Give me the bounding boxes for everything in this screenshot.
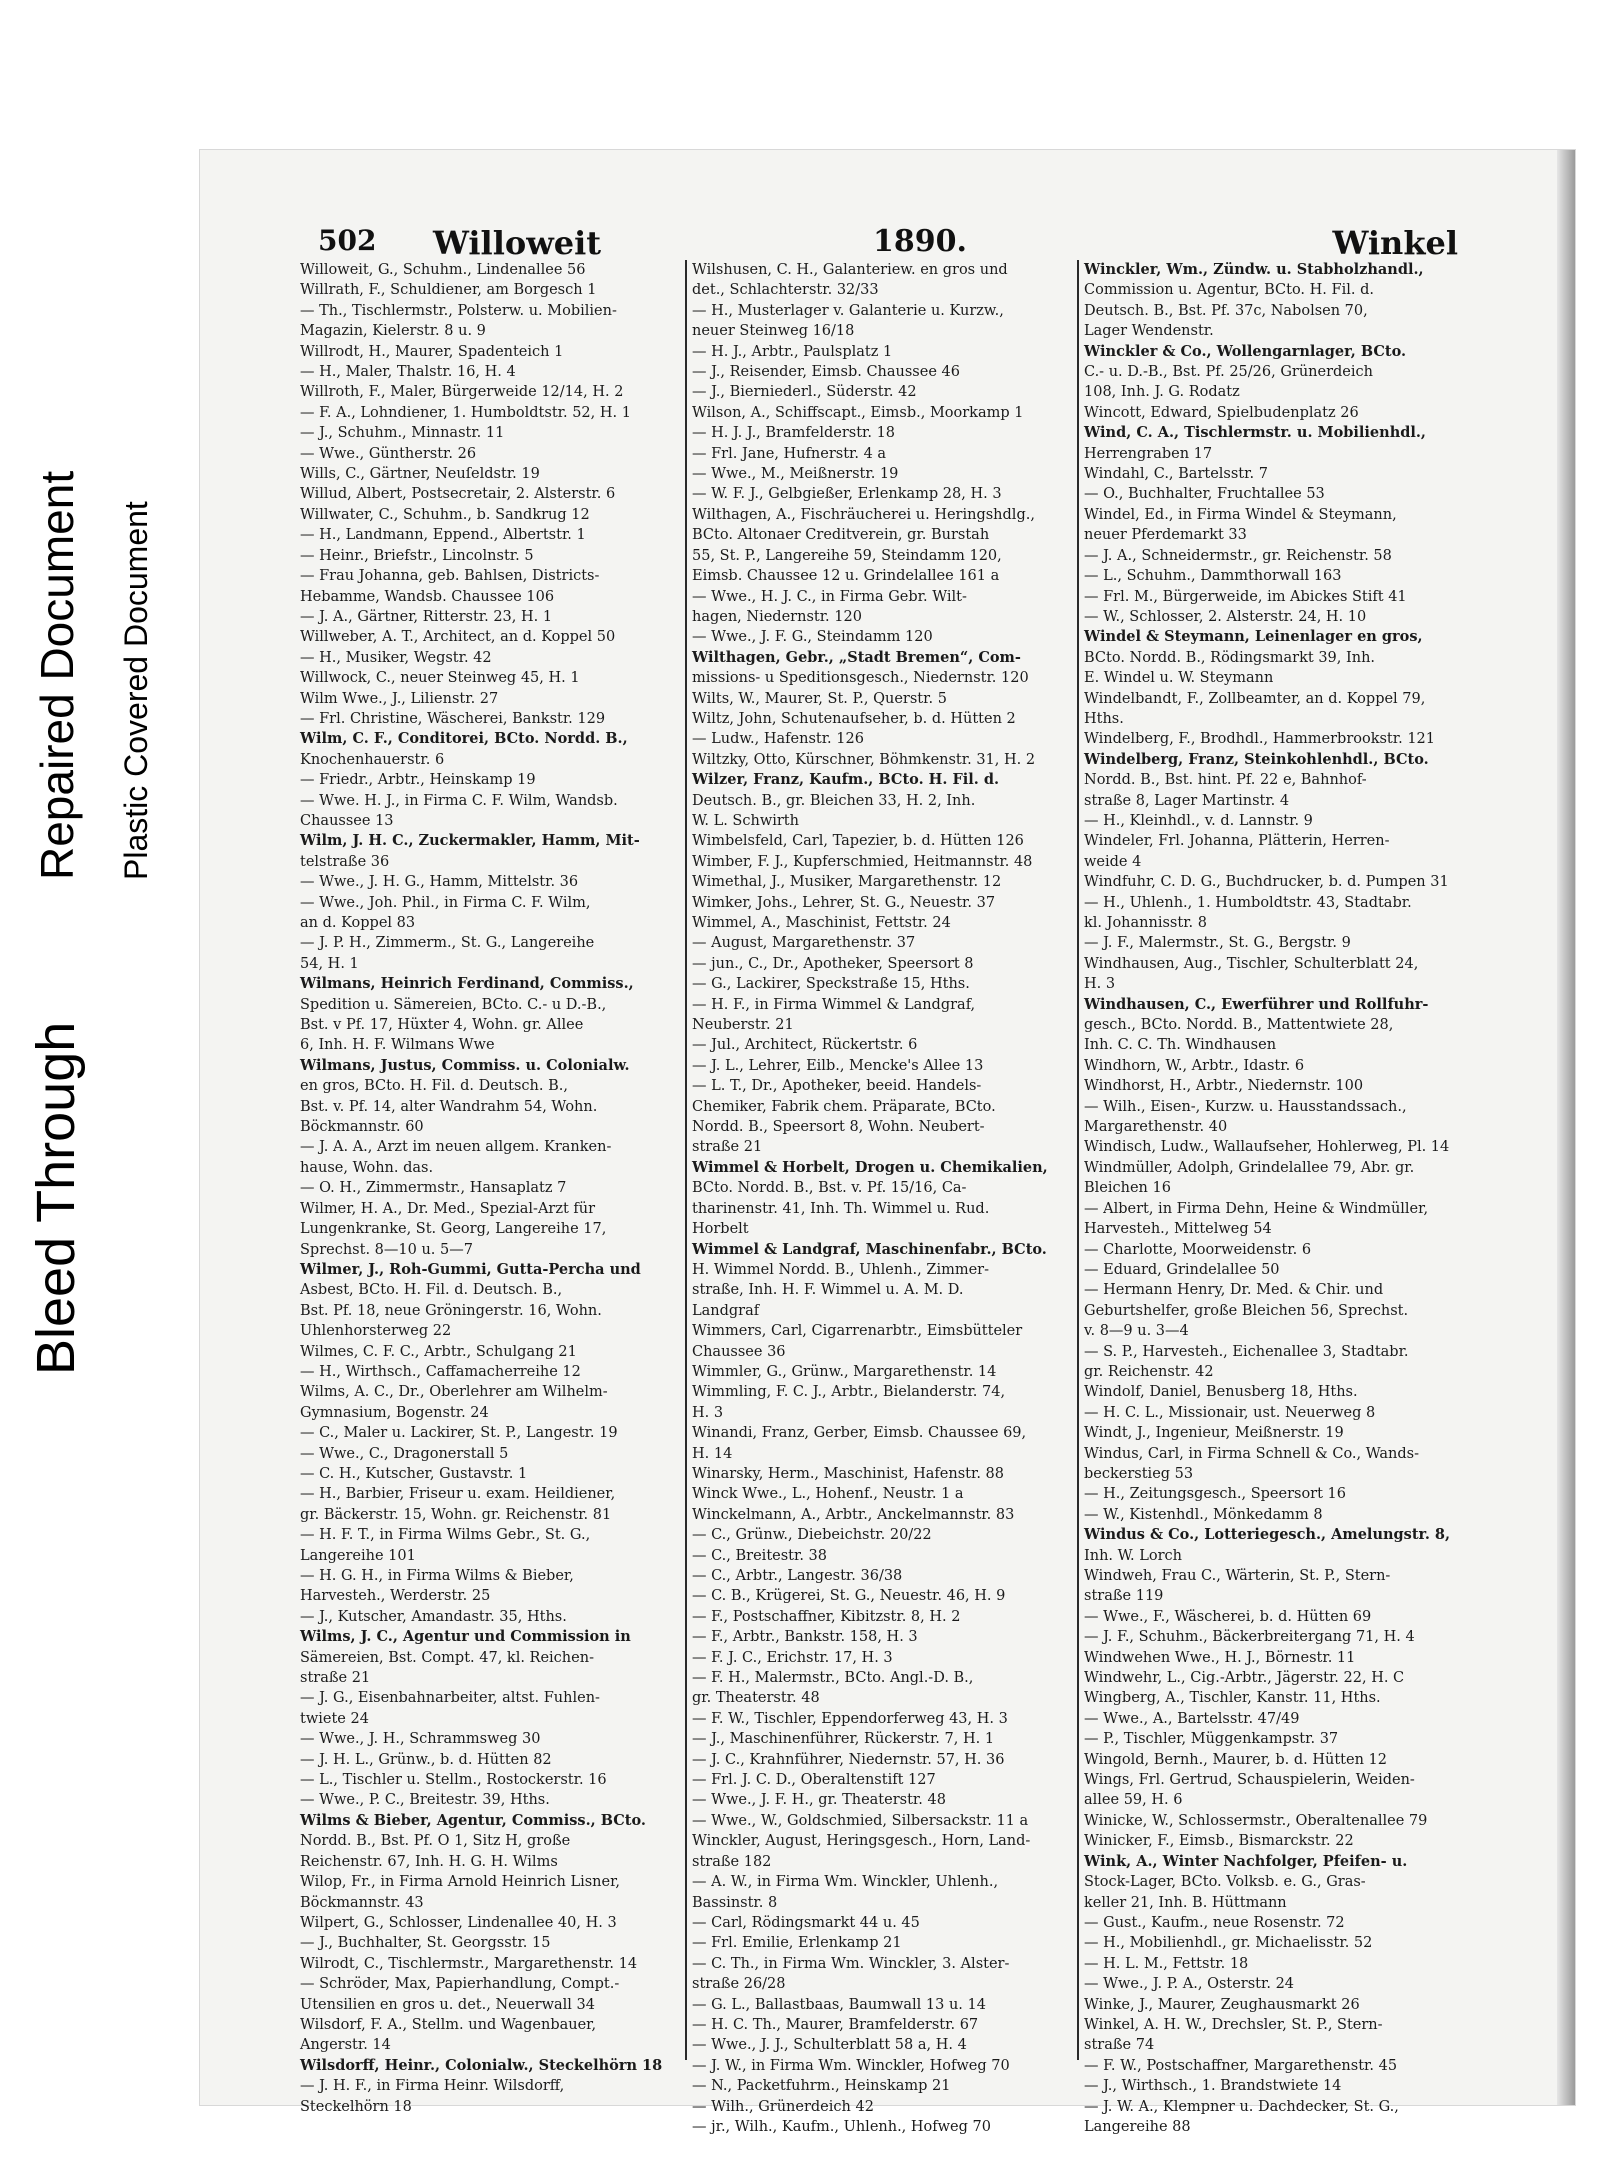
directory-entry: — Wwe., C., Dragonerstall 5 — [300, 1445, 509, 1462]
directory-entry: — J., Buchhalter, St. Georgsstr. 15 — [300, 1935, 551, 1952]
directory-entry: Wimethal, J., Musiker, Margarethenstr. 12 — [692, 874, 1002, 891]
directory-entry: — H., Musterlager v. Galanterie u. Kurzw., — [692, 302, 1004, 319]
directory-entry: Windus & Co., Lotteriegesch., Amelungstr. 8, — [1084, 1526, 1451, 1544]
column-divider — [1077, 260, 1079, 2060]
directory-entry: Winckler, Wm., Zündw. u. Stabholzhandl., — [1084, 261, 1424, 278]
directory-entry: — J. H. L., Grünw., b. d. Hütten 82 — [300, 1751, 552, 1768]
directory-entry: straße 182 — [692, 1853, 772, 1870]
directory-entry: Willoweit, G., Schuhm., Lindenallee 56 — [300, 262, 586, 278]
directory-entry: Deutsch. B., Bst. Pf. 37c, Nabolsen 70, — [1084, 302, 1368, 319]
directory-entry: Wilthagen, Gebr., „Stadt Bremen“, Com- — [692, 648, 1021, 666]
directory-entry: — J. P. H., Zimmerm., St. G., Langereihe — [300, 935, 595, 952]
directory-entry: — C., Breitestr. 38 — [692, 1547, 828, 1564]
directory-entry: Winckler, August, Heringsgesch., Horn, Land- — [692, 1833, 1031, 1850]
directory-entry: — Wilh., Grünerdeich 42 — [692, 2098, 874, 2115]
directory-entry: Wimber, F. J., Kupferschmied, Heitmannstr. 48 — [692, 853, 1033, 870]
directory-entry: — J. A. A., Arzt im neuen allgem. Kranken- — [300, 1139, 612, 1156]
directory-entry: Wimmel & Horbelt, Drogen u. Chemikalien, — [692, 1158, 1048, 1176]
directory-entry: — Heinr., Briefstr., Lincolnstr. 5 — [300, 547, 534, 564]
directory-entry: 55, St. P., Langereihe 59, Steindamm 120, — [692, 547, 1002, 564]
directory-entry: BCto. Nordd. B., Bst. v. Pf. 15/16, Ca- — [692, 1180, 967, 1197]
directory-entry: Wilshusen, C. H., Galanteriew. en gros und — [692, 262, 1008, 278]
directory-entry: Eimsb. Chaussee 12 u. Grindelallee 161 a — [692, 568, 1000, 585]
directory-entry: Wimmling, F. C. J., Arbtr., Bielanderstr. 74, — [692, 1384, 1006, 1401]
directory-entry: — F., Postschaffner, Kibitzstr. 8, H. 2 — [692, 1608, 961, 1625]
directory-entry: — C. Th., in Firma Wm. Winckler, 3. Alster- — [692, 1955, 1010, 1972]
directory-entry: Willwater, C., Schuhm., b. Sandkrug 12 — [300, 506, 590, 523]
page-number: 502 — [318, 224, 377, 257]
directory-entry: Wilmes, C. F. C., Arbtr., Schulgang 21 — [300, 1343, 577, 1360]
directory-entry: Winandi, Franz, Gerber, Eimsb. Chaussee 69, — [692, 1425, 1027, 1442]
directory-entry: Neuberstr. 21 — [692, 1017, 794, 1034]
directory-entry: — J. A., Schneidermstr., gr. Reichenstr. 58 — [1084, 547, 1392, 564]
directory-entry: 54, H. 1 — [300, 955, 359, 972]
directory-entry: — H., Wirthsch., Caffamacherreihe 12 — [300, 1363, 581, 1380]
directory-entry: gr. Bäckerstr. 15, Wohn. gr. Reichenstr. 81 — [300, 1506, 612, 1523]
directory-entry: — Friedr., Arbtr., Heinskamp 19 — [300, 772, 536, 789]
directory-entry: E. Windel u. W. Steymann — [1084, 670, 1274, 687]
directory-entry: Windelberg, Franz, Steinkohlenhdl., BCto. — [1084, 750, 1429, 768]
directory-entry: Willweber, A. T., Architect, an d. Koppel 50 — [300, 629, 616, 646]
directory-entry: Inh. W. Lorch — [1084, 1547, 1182, 1564]
directory-entry: Harvesteh., Mittelweg 54 — [1084, 1221, 1272, 1238]
directory-entry: H. 3 — [1084, 976, 1116, 993]
directory-entry: — J. W. A., Klempner u. Dachdecker, St. G., — [1084, 2098, 1399, 2115]
directory-entry: Windahl, C., Bartelsstr. 7 — [1084, 466, 1268, 483]
directory-entry: — J. H. F., in Firma Heinr. Wilsdorff, — [300, 2078, 565, 2095]
directory-entry: Windwehen Wwe., H. J., Börnestr. 11 — [1084, 1649, 1356, 1666]
directory-entry: Nordd. B., Bst. hint. Pf. 22 e, Bahnhof- — [1084, 772, 1367, 789]
directory-entry: — Frl. Christine, Wäscherei, Bankstr. 129 — [300, 710, 606, 727]
directory-entry: Hths. — [1084, 710, 1124, 727]
annotation-labels — [0, 0, 180, 2177]
directory-entry: Sprechst. 8—10 u. 5—7 — [300, 1241, 473, 1258]
directory-entry: — H. F., in Firma Wimmel & Landgraf, — [692, 996, 976, 1013]
directory-entry: gr. Reichenstr. 42 — [1084, 1363, 1214, 1380]
directory-entry: — Wwe., J. F. G., Steindamm 120 — [692, 629, 933, 646]
directory-entry: tharinenstr. 41, Inh. Th. Wimmel u. Rud. — [692, 1200, 990, 1217]
directory-entry: straße 119 — [1084, 1588, 1164, 1605]
column-divider — [685, 260, 687, 2060]
directory-entry: Windfuhr, C. D. G., Buchdrucker, b. d. Pumpen 31 — [1084, 874, 1449, 891]
directory-entry: Wilm, J. H. C., Zuckermakler, Hamm, Mit- — [300, 832, 640, 850]
page-edge-shadow — [1557, 150, 1575, 2105]
directory-entry: — F. J. C., Erichstr. 17, H. 3 — [692, 1649, 893, 1666]
directory-entry: Winck Wwe., L., Hohenf., Neustr. 1 a — [692, 1486, 964, 1503]
directory-entry: Wilmer, J., Roh-Gummi, Gutta-Percha und — [300, 1260, 641, 1278]
directory-entry: — H., Musiker, Wegstr. 42 — [300, 649, 492, 666]
directory-entry: hause, Wohn. das. — [300, 1159, 434, 1176]
directory-entry: — C. H., Kutscher, Gustavstr. 1 — [300, 1465, 528, 1482]
directory-entry: Wilson, A., Schiffscapt., Eimsb., Moorkamp 1 — [692, 404, 1024, 421]
directory-entry: Wilm, C. F., Conditorei, BCto. Nordd. B., — [300, 730, 628, 748]
directory-entry: Winarsky, Herm., Maschinist, Hafenstr. 88 — [692, 1465, 1004, 1482]
directory-entry: — Gust., Kaufm., neue Rosenstr. 72 — [1084, 1914, 1345, 1931]
directory-entry: Wings, Frl. Gertrud, Schauspielerin, Weiden- — [1084, 1772, 1415, 1789]
directory-entry: 6, Inh. H. F. Wilmans Wwe — [300, 1037, 495, 1054]
directory-entry: Lungenkranke, St. Georg, Langereihe 17, — [300, 1221, 607, 1238]
directory-entry: — Wwe., J. H., Schrammsweg 30 — [300, 1731, 541, 1748]
directory-entry: — Frl. M., Bürgerweide, im Abickes Stift 41 — [1084, 588, 1407, 605]
directory-entry: Wilsdorff, Heinr., Colonialw., Steckelhörn 18 — [300, 2056, 663, 2074]
directory-entry: Windhausen, C., Ewerführer und Rollfuhr- — [1084, 995, 1429, 1013]
directory-entry: Wilms & Bieber, Agentur, Commiss., BCto. — [300, 1811, 646, 1829]
directory-entry: Asbest, BCto. H. Fil. d. Deutsch. B., — [300, 1282, 563, 1299]
directory-entry: — L., Tischler u. Stellm., Rostockerstr. 16 — [300, 1772, 607, 1789]
directory-entry: det., Schlachterstr. 32/33 — [692, 282, 879, 299]
column-1 — [300, 260, 675, 2115]
directory-entry: — Wwe., W., Goldschmied, Silbersackstr. 11 a — [692, 1812, 1029, 1829]
directory-entry: — Wwe., F., Wäscherei, b. d. Hütten 69 — [1084, 1608, 1372, 1625]
directory-entry: 108, Inh. J. G. Rodatz — [1084, 384, 1240, 401]
directory-entry: — W. F. J., Gelbgießer, Erlenkamp 28, H. 3 — [692, 486, 1002, 503]
directory-entry: Wills, C., Gärtner, Neuſeldstr. 19 — [300, 466, 540, 483]
directory-entry: — Wwe., Güntherstr. 26 — [300, 445, 477, 462]
directory-entry: — J. F., Malermstr., St. G., Bergstr. 9 — [1084, 935, 1351, 952]
directory-entry: Lager Wendenstr. — [1084, 323, 1214, 340]
directory-entry: missions- u Speditionsgesch., Niedernstr. 120 — [692, 670, 1029, 687]
directory-entry: Windhausen, Aug., Tischler, Schulterblatt 24, — [1084, 955, 1419, 972]
directory-entry: en gros, BCto. H. Fil. d. Deutsch. B., — [300, 1078, 568, 1095]
directory-entry: Wilsdorf, F. A., Stellm. und Wagenbauer, — [300, 2016, 597, 2033]
directory-entry: Böckmannstr. 43 — [300, 1894, 424, 1911]
directory-entry: neuer Pferdemarkt 33 — [1084, 527, 1247, 544]
directory-entry: Wilms, J. C., Agentur und Commission in — [300, 1628, 631, 1646]
directory-entry: Margarethenstr. 40 — [1084, 1119, 1228, 1136]
directory-entry: gesch., BCto. Nordd. B., Mattentwiete 28, — [1084, 1017, 1394, 1034]
directory-entry: — Hermann Henry, Dr. Med. & Chir. und — [1084, 1282, 1384, 1299]
directory-entry: Chaussee 36 — [692, 1343, 786, 1360]
directory-entry: H. 3 — [692, 1404, 724, 1421]
directory-entry: Reichenstr. 67, Inh. H. G. H. Wilms — [300, 1853, 558, 1870]
directory-entry: Steckelhörn 18 — [300, 2098, 412, 2115]
directory-entry: Wilts, W., Maurer, St. P., Querstr. 5 — [692, 690, 947, 707]
directory-entry: — jr., Wilh., Kaufm., Uhlenh., Hofweg 70 — [692, 2118, 991, 2135]
directory-entry: — J. C., Krahnführer, Niedernstr. 57, H. 36 — [692, 1751, 1005, 1768]
directory-entry: Bst. v. Pf. 14, alter Wandrahm 54, Wohn. — [300, 1098, 598, 1115]
directory-entry: — W., Kistenhdl., Mönkedamm 8 — [1084, 1506, 1323, 1523]
directory-entry: Commission u. Agentur, BCto. H. Fil. d. — [1084, 282, 1374, 299]
directory-entry: Windeler, Frl. Johanna, Plätterin, Herren- — [1084, 833, 1390, 850]
directory-entry: — G., Lackirer, Speckstraße 15, Hths. — [692, 976, 970, 993]
directory-entry: — Wwe., P. C., Breitestr. 39, Hths. — [300, 1792, 550, 1809]
directory-entry: — Wwe., J. H. G., Hamm, Mittelstr. 36 — [300, 874, 579, 891]
directory-entry: — Charlotte, Moorweidenstr. 6 — [1084, 1241, 1312, 1258]
directory-entry: hagen, Niedernstr. 120 — [692, 608, 862, 625]
directory-entry: — Carl, Rödingsmarkt 44 u. 45 — [692, 1914, 920, 1931]
directory-entry: straße, Inh. H. F. Wimmel u. A. M. D. — [692, 1282, 964, 1299]
directory-entry: — Wwe., J. J., Schulterblatt 58 a, H. 4 — [692, 2037, 967, 2054]
directory-page — [200, 150, 1575, 2135]
directory-entry: Böckmannstr. 60 — [300, 1119, 424, 1136]
directory-entry: — Wwe., M., Meißnerstr. 19 — [692, 466, 899, 483]
directory-entry: — J. F., Schuhm., Bäckerbreitergang 71, H. 4 — [1084, 1629, 1415, 1646]
directory-entry: — J., Wirthsch., 1. Brandstwiete 14 — [1084, 2078, 1342, 2095]
directory-entry: — J., Kutscher, Amandastr. 35, Hths. — [300, 1608, 567, 1625]
directory-entry: Windhorn, W., Arbtr., Idastr. 6 — [1084, 1057, 1305, 1074]
directory-entry: Wimbelsfeld, Carl, Tapezier, b. d. Hütten 126 — [692, 833, 1024, 850]
directory-entry: weide 4 — [1084, 853, 1142, 870]
directory-entry: H. 14 — [692, 1445, 733, 1462]
directory-entry: Windel, Ed., in Firma Windel & Steymann, — [1084, 506, 1397, 523]
directory-entry: Wink, A., Winter Nachfolger, Pfeifen- u. — [1084, 1852, 1408, 1870]
directory-entry: gr. Theaterstr. 48 — [692, 1690, 820, 1707]
directory-entry: — H. C. Th., Maurer, Bramfelderstr. 67 — [692, 2016, 979, 2033]
directory-entry: — J. A., Gärtner, Ritterstr. 23, H. 1 — [300, 608, 553, 625]
directory-entry: — Frl. J. C. D., Oberaltenstift 127 — [692, 1772, 936, 1789]
directory-entry: Winke, J., Maurer, Zeughausmarkt 26 — [1084, 1996, 1360, 2013]
directory-entry: — H. J. J., Bramfelderstr. 18 — [692, 425, 896, 442]
directory-entry: Herrengraben 17 — [1084, 445, 1213, 462]
directory-entry: — W., Schlosser, 2. Alsterstr. 24, H. 10 — [1084, 608, 1367, 625]
directory-entry: straße 74 — [1084, 2037, 1155, 2054]
directory-entry: — Wwe., H. J. C., in Firma Gebr. Wilt- — [692, 588, 967, 605]
directory-entry: telstraße 36 — [300, 853, 390, 870]
directory-entry: Wimmel, A., Maschinist, Fettstr. 24 — [692, 915, 951, 931]
directory-entry: Willrodt, H., Maurer, Spadenteich 1 — [300, 343, 564, 360]
directory-entry: — L., Schuhm., Dammthorwall 163 — [1084, 568, 1342, 585]
repaired-document-label: Repaired Document — [31, 470, 83, 880]
directory-entry: — H., Barbier, Friseur u. exam. Heildiener, — [300, 1486, 616, 1503]
directory-entry: Harvesteh., Werderstr. 25 — [300, 1588, 491, 1605]
directory-entry: — H., Maler, Thalstr. 16, H. 4 — [300, 364, 516, 381]
directory-entry: — J., Maschinenführer, Rückerstr. 7, H. 1 — [692, 1731, 995, 1748]
column-3 — [1084, 260, 1459, 2135]
directory-entry: — Albert, in Firma Dehn, Heine & Windmüller, — [1084, 1200, 1429, 1217]
plastic-covered-label: Plastic Covered Document — [118, 501, 154, 880]
directory-entry: — F. W., Tischler, Eppendorferweg 43, H. 3 — [692, 1710, 1008, 1727]
directory-entry: — J., Reisender, Eimsb. Chaussee 46 — [692, 364, 960, 381]
directory-entry: Utensilien en gros u. det., Neuerwall 34 — [300, 1996, 595, 2013]
directory-entry: — H., Landmann, Eppend., Albertstr. 1 — [300, 527, 586, 544]
directory-entry: Windelberg, F., Brodhdl., Hammerbrookstr. 121 — [1084, 731, 1435, 748]
directory-entry: — A. W., in Firma Wm. Winckler, Uhlenh., — [692, 1874, 999, 1891]
directory-entry: Windel & Steymann, Leinenlager en gros, — [1084, 628, 1423, 646]
directory-entry: — Wwe., Joh. Phil., in Firma C. F. Wilm, — [300, 894, 591, 911]
directory-entry: Wimmler, G., Grünw., Margarethenstr. 14 — [692, 1363, 997, 1380]
directory-entry: Wimmers, Carl, Cigarrenarbtr., Eimsbütteler — [692, 1323, 1023, 1340]
directory-entry: — L. T., Dr., Apotheker, beeid. Handels- — [692, 1078, 982, 1095]
directory-entry: Uhlenhorsterweg 22 — [300, 1323, 452, 1340]
directory-entry: — C. B., Krügerei, St. G., Neuestr. 46, H. 9 — [692, 1588, 1006, 1605]
directory-entry: — G. L., Ballastbaas, Baumwall 13 u. 14 — [692, 1996, 986, 2013]
directory-entry: — F. A., Lohndiener, 1. Humboldtstr. 52, H. 1 — [300, 404, 631, 421]
header-year: 1890. — [873, 224, 967, 259]
directory-entry: — F. H., Malermstr., BCto. Angl.-D. B., — [692, 1670, 974, 1687]
directory-entry: Wingold, Bernh., Maurer, b. d. Hütten 12 — [1084, 1751, 1387, 1768]
directory-entry: Wilmans, Heinrich Ferdinand, Commiss., — [300, 975, 634, 993]
directory-entry: Wilzer, Franz, Kaufm., BCto. H. Fil. d. — [692, 771, 1000, 789]
directory-entry: — Frl. Emilie, Erlenkamp 21 — [692, 1935, 902, 1952]
directory-entry: W. L. Schwirth — [692, 812, 799, 829]
directory-entry: an d. Koppel 83 — [300, 915, 416, 931]
header-first-entry: Willoweit — [433, 224, 602, 262]
directory-entry: — Wwe., J. P. A., Osterstr. 24 — [1084, 1976, 1295, 1993]
directory-entry: Winckelmann, A., Arbtr., Anckelmannstr. 83 — [692, 1506, 1015, 1523]
directory-entry: Bst. Pf. 18, neue Gröningerstr. 16, Wohn. — [300, 1302, 602, 1319]
directory-entry: v. 8—9 u. 3—4 — [1084, 1323, 1189, 1340]
directory-entry: Knochenhauerstr. 6 — [300, 751, 445, 768]
directory-entry: — Wwe., J. F. H., gr. Theaterstr. 48 — [692, 1792, 946, 1809]
directory-entry: Willroth, F., Maler, Bürgerweide 12/14, H. 2 — [300, 384, 624, 401]
directory-entry: Spedition u. Sämereien, BCto. C.- u D.-B., — [300, 996, 607, 1013]
directory-entry: Windwehr, L., Cig.-Arbtr., Jägerstr. 22, H. C — [1084, 1670, 1405, 1687]
directory-entry: Willrath, F., Schuldiener, am Borgesch 1 — [300, 282, 597, 299]
directory-entry: Wilmer, H. A., Dr. Med., Spezial-Arzt für — [300, 1200, 596, 1217]
directory-entry: — O., Buchhalter, Fruchtallee 53 — [1084, 486, 1325, 503]
directory-entry: — O. H., Zimmermstr., Hansaplatz 7 — [300, 1180, 567, 1197]
directory-entry: straße 8, Lager Martinstr. 4 — [1084, 792, 1290, 809]
directory-entry: Windus, Carl, in Firma Schnell & Co., Wands- — [1084, 1445, 1420, 1462]
directory-entry: — N., Packetfuhrm., Heinskamp 21 — [692, 2078, 951, 2095]
directory-entry: Windhorst, H., Arbtr., Niedernstr. 100 — [1084, 1078, 1364, 1095]
directory-entry: Nordd. B., Bst. Pf. O 1, Sitz H, große — [300, 1833, 571, 1850]
directory-entry: BCto. Altonaer Creditverein, gr. Burstah — [692, 527, 990, 544]
directory-entry: Windolf, Daniel, Benusberg 18, Hths. — [1084, 1384, 1358, 1401]
directory-entry: Wilm Wwe., J., Lilienstr. 27 — [300, 690, 499, 707]
directory-entry: — H., Zeitungsgesch., Speersort 16 — [1084, 1486, 1346, 1503]
directory-entry: — Wwe., A., Bartelsstr. 47/49 — [1084, 1710, 1300, 1727]
directory-entry: neuer Steinweg 16/18 — [692, 323, 855, 340]
directory-entry: Windelbandt, F., Zollbeamter, an d. Koppel 79, — [1084, 690, 1426, 707]
directory-entry: — J. L., Lehrer, Eilb., Mencke's Allee 13 — [692, 1057, 984, 1074]
directory-entry: — J., Bierniederl., Süderstr. 42 — [692, 384, 917, 401]
directory-entry: Inh. C. C. Th. Windhausen — [1084, 1037, 1277, 1054]
directory-entry: — F. W., Postschaffner, Margarethenstr. 45 — [1084, 2057, 1398, 2074]
directory-entry: Horbelt — [692, 1221, 749, 1238]
directory-entry: — S. P., Harvesteh., Eichenallee 3, Stadtabr. — [1084, 1343, 1409, 1360]
directory-entry: — jun., C., Dr., Apotheker, Speersort 8 — [692, 955, 974, 972]
directory-entry: Windmüller, Adolph, Grindelallee 79, Abr. gr. — [1084, 1159, 1415, 1176]
directory-entry: allee 59, H. 6 — [1084, 1792, 1183, 1809]
directory-entry: Magazin, Kielerstr. 8 u. 9 — [300, 323, 486, 340]
directory-entry: — H. J., Arbtr., Paulsplatz 1 — [692, 343, 893, 360]
directory-entry: Langereihe 101 — [300, 1547, 416, 1564]
directory-entry: — Ludw., Hafenstr. 126 — [692, 731, 864, 748]
directory-entry: Bassinstr. 8 — [692, 1894, 778, 1911]
directory-entry: Langereihe 88 — [1084, 2118, 1191, 2135]
directory-entry: Winicker, F., Eimsb., Bismarckstr. 22 — [1084, 1833, 1354, 1850]
directory-entry: — H. G. H., in Firma Wilms & Bieber, — [300, 1568, 574, 1584]
directory-entry: — C., Arbtr., Langestr. 36/38 — [692, 1568, 903, 1584]
directory-entry: Sämereien, Bst. Compt. 47, kl. Reichen- — [300, 1649, 594, 1666]
directory-entry: Windt, J., Ingenieur, Meißnerstr. 19 — [1084, 1425, 1344, 1442]
directory-entry: Landgraf — [692, 1302, 760, 1319]
directory-entry: Bleichen 16 — [1084, 1180, 1171, 1197]
bleed-through-label: Bleed Through — [26, 1021, 86, 1375]
directory-entry: Wilrodt, C., Tischlermstr., Margarethenstr. 14 — [300, 1955, 638, 1972]
directory-entry: Angerstr. 14 — [300, 2037, 391, 2054]
directory-entry: beckerstieg 53 — [1084, 1465, 1194, 1482]
directory-entry: H. Wimmel Nordd. B., Uhlenh., Zimmer- — [692, 1261, 989, 1278]
page-header — [318, 224, 1458, 264]
directory-entry: — H. F. T., in Firma Wilms Gebr., St. G., — [300, 1527, 591, 1544]
directory-entry: Wiltz, John, Schutenaufseher, b. d. Hütten 2 — [692, 710, 1016, 727]
directory-entry: — Frl. Jane, Hufnerstr. 4 a — [692, 445, 887, 462]
directory-entry: Wimmel & Landgraf, Maschinenfabr., BCto. — [692, 1240, 1047, 1258]
directory-entry: Wincott, Edward, Spielbudenplatz 26 — [1084, 404, 1359, 421]
directory-entry: Bst. v Pf. 17, Hüxter 4, Wohn. gr. Allee — [300, 1017, 584, 1034]
directory-entry: — P., Tischler, Müggenkampstr. 37 — [1084, 1731, 1339, 1748]
directory-entry: kl. Johannisstr. 8 — [1084, 915, 1207, 931]
directory-entry: Windweh, Frau C., Wärterin, St. P., Stern- — [1084, 1568, 1391, 1584]
directory-entry: — J., Schuhm., Minnastr. 11 — [300, 425, 505, 442]
directory-entry: Wilpert, G., Schlosser, Lindenallee 40, H. 3 — [300, 1914, 617, 1931]
directory-entry: Winckler & Co., Wollengarnlager, BCto. — [1084, 342, 1407, 360]
directory-entry: — H. L. M., Fettstr. 18 — [1084, 1955, 1249, 1972]
directory-entry: Geburtshelfer, große Bleichen 56, Sprechst. — [1084, 1302, 1409, 1319]
directory-entry: Wimker, Johs., Lehrer, St. G., Neuestr. 37 — [692, 894, 996, 911]
directory-entry: Deutsch. B., gr. Bleichen 33, H. 2, Inh. — [692, 792, 976, 809]
directory-entry: C.- u. D.-B., Bst. Pf. 25/26, Grünerdeich — [1084, 364, 1373, 381]
directory-entry: twiete 24 — [300, 1710, 369, 1727]
directory-entry: Wilmans, Justus, Commiss. u. Colonialw. — [300, 1056, 630, 1074]
directory-entry: — F., Arbtr., Bankstr. 158, H. 3 — [692, 1629, 918, 1646]
directory-entry: Stock-Lager, BCto. Volksb. e. G., Gras- — [1084, 1874, 1366, 1891]
directory-entry: — H., Uhlenh., 1. Humboldtstr. 43, Stadtabr. — [1084, 894, 1412, 911]
directory-entry: — J. G., Eisenbahnarbeiter, altst. Fuhlen- — [300, 1690, 600, 1707]
directory-entry: — C., Grünw., Diebeichstr. 20/22 — [692, 1527, 932, 1544]
header-last-entry: Winkel — [1332, 224, 1458, 262]
directory-entry: straße 26/28 — [692, 1976, 786, 1993]
directory-entry: BCto. Nordd. B., Rödingsmarkt 39, Inh. — [1084, 649, 1376, 666]
directory-entry: Wingberg, A., Tischler, Kanstr. 11, Hths. — [1084, 1690, 1381, 1707]
directory-entry: Nordd. B., Speersort 8, Wohn. Neubert- — [692, 1119, 985, 1136]
directory-entry: Chemiker, Fabrik chem. Präparate, BCto. — [692, 1098, 996, 1115]
directory-entry: — H. C. L., Missionair, ust. Neuerweg 8 — [1084, 1404, 1376, 1421]
directory-entry: Windisch, Ludw., Wallaufseher, Hohlerweg, Pl. 14 — [1084, 1139, 1450, 1156]
directory-entry: straße 21 — [692, 1139, 763, 1156]
directory-entry: Willud, Albert, Postsecretair, 2. Alsterstr. 6 — [300, 486, 616, 503]
directory-entry: — H., Mobilienhdl., gr. Michaelisstr. 52 — [1084, 1935, 1373, 1952]
directory-entry: Willwock, C., neuer Steinweg 45, H. 1 — [300, 670, 580, 687]
directory-entry: — Jul., Architect, Rückertstr. 6 — [692, 1037, 918, 1054]
directory-entry: — J. W., in Firma Wm. Winckler, Hofweg 70 — [692, 2057, 1010, 2074]
directory-entry: — H., Kleinhdl., v. d. Lannstr. 9 — [1084, 812, 1313, 829]
directory-entry: — Frau Johanna, geb. Bahlsen, Districts- — [300, 568, 600, 585]
directory-entry: — August, Margarethenstr. 37 — [692, 935, 916, 952]
directory-entry: straße 21 — [300, 1670, 371, 1687]
directory-entry: — C., Maler u. Lackirer, St. P., Langestr. 19 — [300, 1425, 618, 1442]
directory-entry: Wilms, A. C., Dr., Oberlehrer am Wilhelm- — [300, 1384, 608, 1401]
directory-entry: — Wilh., Eisen-, Kurzw. u. Hausstandssach., — [1084, 1098, 1407, 1115]
directory-entry: — Th., Tischlermstr., Polsterw. u. Mobilien- — [300, 302, 617, 319]
directory-entry: — Schröder, Max, Papierhandlung, Compt.- — [300, 1976, 620, 1993]
directory-entry: Winicke, W., Schlossermstr., Oberaltenallee 79 — [1084, 1812, 1428, 1829]
directory-entry: Wind, C. A., Tischlermstr. u. Mobilienhdl., — [1084, 424, 1426, 442]
directory-entry: Wiltzky, Otto, Kürschner, Böhmkenstr. 31, H. 2 — [692, 751, 1036, 768]
directory-entry: — Wwe. H. J., in Firma C. F. Wilm, Wandsb. — [300, 792, 618, 809]
directory-entry: keller 21, Inh. B. Hüttmann — [1084, 1894, 1287, 1911]
directory-entry: Wilthagen, A., Fischräucherei u. Heringshdlg., — [692, 506, 1035, 523]
directory-entry: Winkel, A. H. W., Drechsler, St. P., Stern- — [1084, 2016, 1383, 2033]
directory-entry: Gymnasium, Bogenstr. 24 — [300, 1404, 489, 1421]
directory-entry: Wilop, Fr., in Firma Arnold Heinrich Lisner, — [300, 1874, 621, 1891]
directory-columns — [300, 260, 1460, 2135]
directory-entry: Chaussee 13 — [300, 812, 394, 829]
directory-entry: — Eduard, Grindelallee 50 — [1084, 1261, 1280, 1278]
directory-entry: Hebamme, Wandsb. Chaussee 106 — [300, 588, 555, 605]
column-2 — [692, 260, 1067, 2135]
